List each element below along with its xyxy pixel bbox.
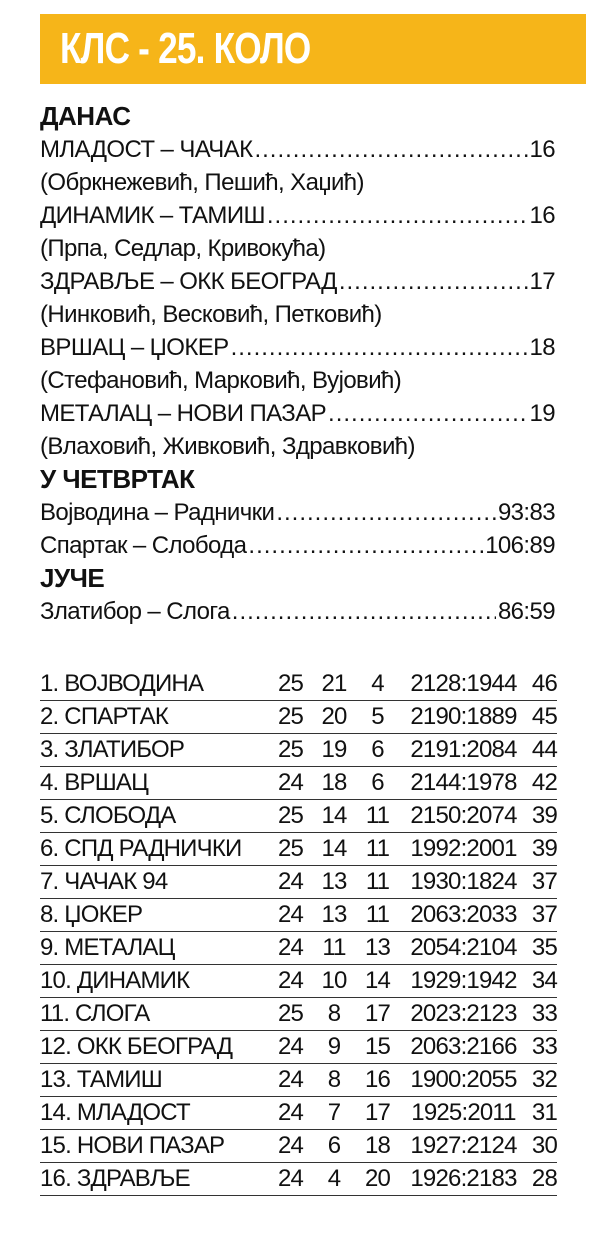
team-name: 14. МЛАДОСТ [40, 1097, 268, 1130]
fixture-row [40, 331, 555, 364]
table-row [40, 899, 557, 932]
table-row [40, 965, 557, 998]
games-won: 11 [313, 932, 355, 965]
games-lost: 18 [355, 1130, 400, 1163]
team-name: 13. ТАМИШ [40, 1064, 268, 1097]
table-row [40, 833, 557, 866]
games-played: 24 [268, 965, 313, 998]
yesterday-heading: ЈУЧЕ [40, 563, 105, 593]
team-name: 7. ЧАЧАК 94 [40, 866, 268, 899]
today-heading: ДАНАС [40, 101, 131, 131]
points-difference: 1927:2124 [400, 1130, 527, 1163]
page-title: КЛС - 25. КОЛО [60, 24, 311, 73]
result-row [40, 496, 555, 529]
table-row [40, 1064, 557, 1097]
fixture-referees: (Стефановић, Марковић, Вујовић) [40, 367, 402, 394]
points-difference: 2128:1944 [400, 668, 527, 701]
table-points: 32 [527, 1064, 557, 1097]
points-difference: 2054:2104 [400, 932, 527, 965]
result-row [40, 595, 555, 628]
fixture-match: МЛАДОСТ – ЧАЧАК [40, 136, 253, 163]
fixture-time: 16 [529, 202, 555, 229]
fixture-referees: (Обркнежевић, Пешић, Хаџић) [40, 169, 364, 196]
result-score: 106:89 [485, 532, 555, 559]
table-points: 37 [527, 899, 557, 932]
table-points: 42 [527, 767, 557, 800]
table-row [40, 1097, 557, 1130]
table-points: 33 [527, 1031, 557, 1064]
points-difference: 2063:2166 [400, 1031, 527, 1064]
games-played: 25 [268, 734, 313, 767]
table-row [40, 932, 557, 965]
games-won: 14 [313, 800, 355, 833]
result-row [40, 529, 555, 562]
team-name: 16. ЗДРАВЉЕ [40, 1163, 268, 1196]
games-won: 4 [313, 1163, 355, 1196]
table-row [40, 1031, 557, 1064]
games-won: 6 [313, 1130, 355, 1163]
points-difference: 2190:1889 [400, 701, 527, 734]
fixture-referees: (Прпа, Седлар, Кривокућа) [40, 235, 326, 262]
games-played: 24 [268, 1097, 313, 1130]
games-lost: 14 [355, 965, 400, 998]
games-lost: 16 [355, 1064, 400, 1097]
games-played: 25 [268, 800, 313, 833]
team-name: 15. НОВИ ПАЗАР [40, 1130, 268, 1163]
table-points: 35 [527, 932, 557, 965]
fixture-match: МЕТАЛАЦ – НОВИ ПАЗАР [40, 400, 327, 427]
games-lost: 6 [355, 734, 400, 767]
points-difference: 1925:2011 [400, 1097, 527, 1130]
games-won: 8 [313, 998, 355, 1031]
games-lost: 13 [355, 932, 400, 965]
games-lost: 17 [355, 998, 400, 1031]
table-row [40, 866, 557, 899]
team-name: 10. ДИНАМИК [40, 965, 268, 998]
games-lost: 20 [355, 1163, 400, 1196]
fixture-time: 17 [529, 268, 555, 295]
leader-dots [339, 265, 528, 298]
table-row [40, 800, 557, 833]
table-points: 46 [527, 668, 557, 701]
games-played: 24 [268, 1064, 313, 1097]
leader-dots [254, 133, 527, 166]
fixture-match: ДИНАМИК – ТАМИШ [40, 202, 265, 229]
team-name: 4. ВРШАЦ [40, 767, 268, 800]
points-difference: 1926:2183 [400, 1163, 527, 1196]
fixture-referees: (Нинковић, Весковић, Петковић) [40, 301, 382, 328]
games-won: 13 [313, 866, 355, 899]
points-difference: 1929:1942 [400, 965, 527, 998]
games-played: 25 [268, 701, 313, 734]
fixture-row [40, 133, 555, 166]
table-row [40, 998, 557, 1031]
table-row [40, 734, 557, 767]
points-difference: 2144:1978 [400, 767, 527, 800]
standings-table [40, 668, 557, 1196]
games-played: 24 [268, 932, 313, 965]
points-difference: 1900:2055 [400, 1064, 527, 1097]
result-score: 86:59 [497, 598, 555, 625]
games-lost: 6 [355, 767, 400, 800]
fixture-time: 19 [529, 400, 555, 427]
points-difference: 1992:2001 [400, 833, 527, 866]
table-points: 39 [527, 800, 557, 833]
games-lost: 11 [355, 833, 400, 866]
result-match: Војводина – Раднички [40, 499, 275, 526]
points-difference: 2150:2074 [400, 800, 527, 833]
games-won: 18 [313, 767, 355, 800]
games-played: 24 [268, 899, 313, 932]
leader-dots [231, 331, 528, 364]
points-difference: 2063:2033 [400, 899, 527, 932]
leader-dots [267, 199, 528, 232]
thursday-heading: У ЧЕТВРТАК [40, 464, 195, 494]
points-difference: 1930:1824 [400, 866, 527, 899]
fixture-time: 16 [529, 136, 555, 163]
result-match: Златибор – Слога [40, 598, 230, 625]
games-lost: 11 [355, 800, 400, 833]
games-lost: 15 [355, 1031, 400, 1064]
points-difference: 2023:2123 [400, 998, 527, 1031]
points-difference: 2191:2084 [400, 734, 527, 767]
games-lost: 11 [355, 899, 400, 932]
fixture-referees: (Влаховић, Живковић, Здравковић) [40, 433, 415, 460]
fixture-time: 18 [529, 334, 555, 361]
games-lost: 4 [355, 668, 400, 701]
table-points: 39 [527, 833, 557, 866]
team-name: 5. СЛОБОДА [40, 800, 268, 833]
games-won: 21 [313, 668, 355, 701]
games-played: 24 [268, 1130, 313, 1163]
table-row [40, 1163, 557, 1196]
team-name: 6. СПД РАДНИЧКИ [40, 833, 268, 866]
table-points: 33 [527, 998, 557, 1031]
games-won: 8 [313, 1064, 355, 1097]
games-won: 14 [313, 833, 355, 866]
games-played: 25 [268, 833, 313, 866]
games-won: 7 [313, 1097, 355, 1130]
fixtures-section [40, 100, 555, 628]
team-name: 11. СЛОГА [40, 998, 268, 1031]
table-row [40, 668, 557, 701]
leader-dots [276, 496, 496, 529]
result-match: Спартак – Слобода [40, 532, 247, 559]
team-name: 1. ВОЈВОДИНА [40, 668, 268, 701]
games-lost: 17 [355, 1097, 400, 1130]
games-won: 19 [313, 734, 355, 767]
leader-dots [232, 595, 496, 628]
games-played: 24 [268, 767, 313, 800]
games-won: 20 [313, 701, 355, 734]
leader-dots [248, 529, 483, 562]
table-row [40, 701, 557, 734]
leader-dots [328, 397, 527, 430]
games-played: 25 [268, 998, 313, 1031]
fixture-match: ВРШАЦ – ЏОКЕР [40, 334, 229, 361]
result-score: 93:83 [497, 499, 555, 526]
team-name: 3. ЗЛАТИБОР [40, 734, 268, 767]
table-points: 44 [527, 734, 557, 767]
games-won: 13 [313, 899, 355, 932]
games-lost: 11 [355, 866, 400, 899]
team-name: 9. МЕТАЛАЦ [40, 932, 268, 965]
games-played: 25 [268, 668, 313, 701]
games-won: 9 [313, 1031, 355, 1064]
fixture-row [40, 265, 555, 298]
team-name: 8. ЏОКЕР [40, 899, 268, 932]
games-played: 24 [268, 866, 313, 899]
games-won: 10 [313, 965, 355, 998]
table-points: 37 [527, 866, 557, 899]
table-points: 34 [527, 965, 557, 998]
table-points: 31 [527, 1097, 557, 1130]
title-banner [40, 14, 586, 84]
table-points: 45 [527, 701, 557, 734]
table-points: 28 [527, 1163, 557, 1196]
table-points: 30 [527, 1130, 557, 1163]
games-played: 24 [268, 1031, 313, 1064]
games-played: 24 [268, 1163, 313, 1196]
fixture-row [40, 199, 555, 232]
team-name: 2. СПАРТАК [40, 701, 268, 734]
team-name: 12. ОКК БЕОГРАД [40, 1031, 268, 1064]
table-row [40, 1130, 557, 1163]
fixture-row [40, 397, 555, 430]
table-row [40, 767, 557, 800]
games-lost: 5 [355, 701, 400, 734]
fixture-match: ЗДРАВЉЕ – ОКК БЕОГРАД [40, 268, 337, 295]
